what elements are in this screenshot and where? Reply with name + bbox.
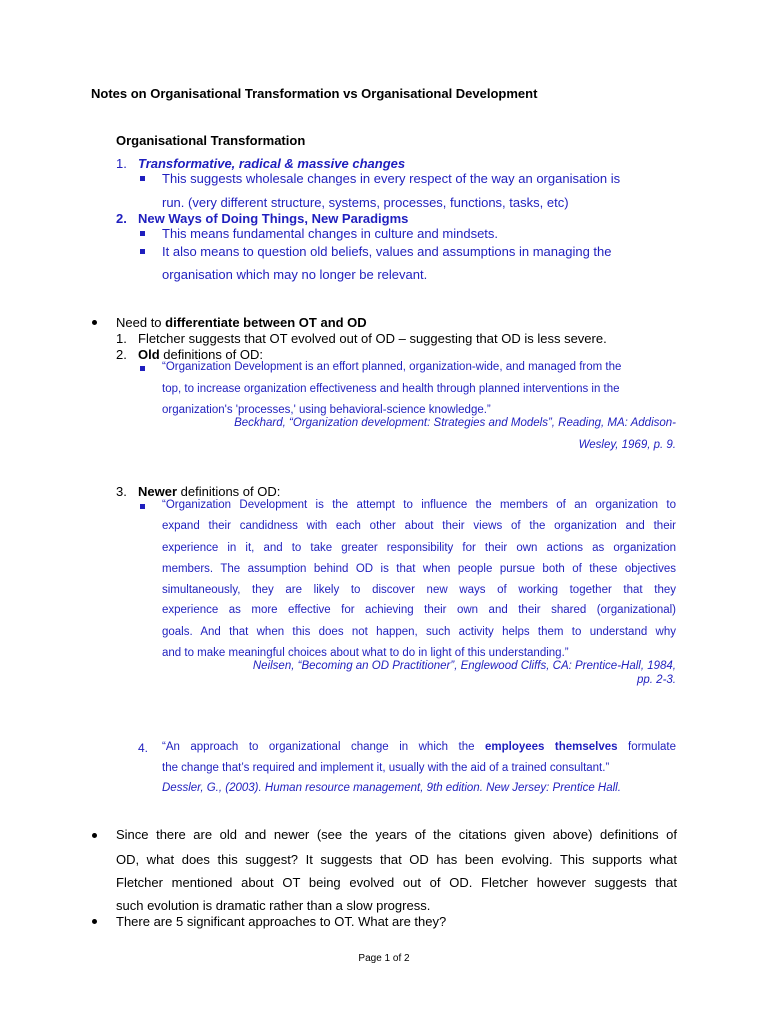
newer-rest: definitions of OD:	[177, 484, 281, 499]
round-bullet-icon	[92, 919, 97, 924]
newer-label: Newer	[138, 484, 178, 499]
employees-themselves: employees themselves	[484, 741, 618, 753]
list-text	[138, 484, 280, 499]
round-bullet-icon	[92, 320, 97, 325]
old-rest: definitions of OD:	[159, 347, 263, 362]
quote-part: “An approach to organizational change in which the	[162, 741, 485, 753]
quote-line: simultaneously, they are likely to discover new ways of working together that they	[162, 584, 676, 596]
quote-line	[162, 741, 676, 753]
citation: Dessler, G., (2003). Human resource management, 9th edition. New Jersey: Prentice Hall.	[162, 782, 621, 794]
square-bullet-icon	[140, 366, 145, 371]
quote-line: the change that’s required and implement it, usually with the aid of a trained consultant.”	[162, 762, 610, 774]
quote-line: and to make meaningful choices about what to do in light of this understanding.”	[162, 647, 569, 659]
diff-bold: differentiate between OT and OD	[165, 315, 367, 330]
list-number: 3.	[116, 484, 127, 499]
list-text: Fletcher suggests that OT evolved out of OD – suggesting that OD is less severe.	[138, 331, 607, 346]
quote-line: goals. And that when this does not happen, such activity helps them to understand why	[162, 626, 676, 638]
paragraph-line: OD, what does this suggest? It suggests that OD has been evolving. This supports what	[116, 852, 677, 867]
quote-line: “Organization Development is the attempt to influence the members of an organization to	[162, 499, 676, 511]
paragraph-line: such evolution is dramatic rather than a slow progress.	[116, 898, 431, 913]
list-item-title: New Ways of Doing Things, New Paradigms	[138, 211, 409, 226]
page-number: Page 1 of 2	[358, 953, 410, 964]
list-number: 2.	[116, 211, 127, 226]
round-bullet-icon	[92, 833, 97, 838]
list-number: 1.	[116, 331, 127, 346]
quote-line: members. The assumption behind OD is that when people pursue both of these objectives	[162, 563, 676, 575]
list-item-title: Transformative, radical & massive changes	[138, 156, 406, 171]
paragraph-line: Since there are old and newer (see the years of the citations given above) definitions of	[116, 827, 677, 842]
quote-part: formulate	[617, 741, 676, 753]
citation: pp. 2-3.	[637, 674, 676, 686]
bullet-text: run. (very different structure, systems, processes, functions, tasks, etc)	[162, 195, 569, 210]
quote-line: “Organization Development is an effort planned, organization-wide, and managed from the	[162, 361, 622, 373]
old-label: Old	[138, 347, 160, 362]
bullet-text: This suggests wholesale changes in every respect of the way an organisation is	[162, 171, 621, 186]
section-heading: Organisational Transformation	[116, 133, 306, 148]
quote-line: top, to increase organization effectiveness and health through planned interventions in the	[162, 383, 620, 395]
quote-line: expand their candidness with each other about their views of the organization and their	[162, 520, 676, 532]
bullet-text: organisation which may no longer be relevant.	[162, 267, 428, 282]
bullet-text: It also means to question old beliefs, values and assumptions in managing the	[162, 244, 612, 259]
quote-line: experience in it, and to take greater responsibility for their own actions as organization	[162, 542, 676, 554]
square-bullet-icon	[140, 176, 145, 181]
list-number: 4.	[138, 741, 149, 755]
square-bullet-icon	[140, 504, 145, 509]
square-bullet-icon	[140, 249, 145, 254]
citation: Neilsen, “Becoming an OD Practitioner”, Englewood Cliffs, CA: Prentice-Hall, 1984,	[252, 660, 676, 672]
square-bullet-icon	[140, 231, 145, 236]
page-title: Notes on Organisational Transformation vs Organisational Development	[91, 86, 538, 101]
citation: Beckhard, “Organization development: Strategies and Models”, Reading, MA: Addison-	[234, 417, 676, 429]
list-number: 1.	[116, 156, 127, 171]
diff-prefix: Need to	[116, 315, 166, 330]
paragraph-line: There are 5 significant approaches to OT. What are they?	[116, 914, 447, 929]
citation: Wesley, 1969, p. 9.	[578, 439, 676, 451]
bullet-text: This means fundamental changes in culture and mindsets.	[162, 226, 499, 241]
quote-line: experience as more effective for achieving their own and their shared (organizational)	[162, 604, 676, 616]
list-number: 2.	[116, 347, 127, 362]
diff-line	[116, 315, 367, 330]
list-text	[138, 347, 263, 362]
paragraph-line: Fletcher mentioned about OT being evolved out of OD. Fletcher however suggests that	[116, 875, 677, 890]
quote-line: organization's 'processes,' using behavioral-science knowledge.”	[162, 404, 491, 416]
